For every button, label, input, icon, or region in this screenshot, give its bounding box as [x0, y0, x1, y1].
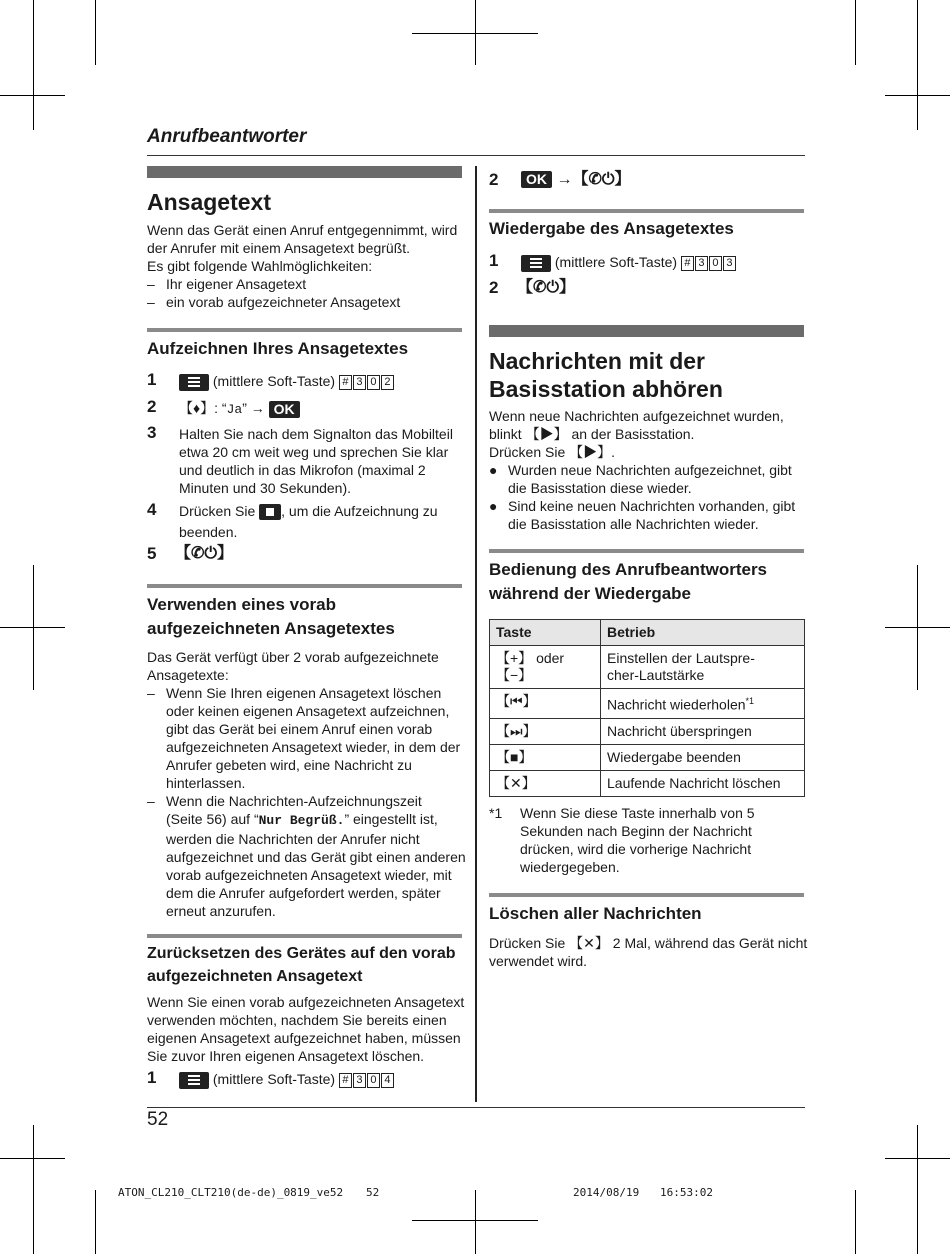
step-5: 【✆⏻】 — [175, 545, 234, 562]
table-cell: Wiedergabe beenden — [601, 744, 805, 770]
text-span: ” eingestellt ist, — [344, 811, 438, 827]
step-number: 2 — [489, 278, 499, 297]
text-line: wiedergegeben. — [520, 859, 620, 875]
text-line: gibt das Gerät bei einem Anruf einen vorab — [166, 721, 433, 737]
vorab-body — [147, 648, 467, 920]
table-cell: Nachricht überspringen — [601, 718, 805, 744]
crop-mark — [475, 0, 476, 65]
title-line: Verwenden eines vorab — [147, 595, 336, 614]
title-line: aufgezeichneten Ansagetextes — [147, 619, 395, 638]
text-span: (Seite 56) auf “ — [166, 811, 259, 827]
subsection-bar — [147, 584, 462, 588]
text-line: der Anrufer mit einem Ansagetext begrüßt. — [147, 240, 411, 256]
text-line: Es gibt folgende Wahlmöglichkeiten: — [147, 258, 373, 274]
text-line: vorab aufgezeichneten Ansagetext wieder, mit — [166, 867, 452, 883]
basis-body — [489, 407, 795, 533]
subsection-bar — [489, 549, 804, 553]
vorab-title — [147, 593, 395, 641]
print-time: 16:53:02 — [660, 1186, 713, 1199]
text-line: verwenden möchten, nachdem Sie bereits einen — [147, 1012, 447, 1028]
step-text: Drücken Sie — [179, 503, 256, 519]
text-line: cher-Lautstärke — [607, 667, 705, 683]
footnote-mark: *1 — [489, 805, 503, 821]
step-number: 3 — [147, 423, 157, 442]
step-text: 【♦】: “ — [179, 400, 227, 416]
step-number: 1 — [489, 251, 499, 270]
table-cell: 【⏭】 — [490, 718, 601, 744]
crop-mark — [95, 0, 96, 65]
key-digit: 4 — [381, 1073, 394, 1088]
title-line: Basisstation abhören — [489, 376, 723, 402]
key-digit: 3 — [695, 256, 708, 271]
dash-marker: – — [147, 685, 155, 701]
dash-marker: – — [147, 793, 155, 809]
text-span: Nachricht wiederholen — [607, 696, 746, 713]
list-item-text: Ihr eigener Ansagetext — [166, 276, 307, 292]
top-step-2 — [521, 171, 631, 189]
text-line: drücken, wird die vorherige Nachricht — [520, 841, 752, 857]
list-item — [147, 684, 467, 792]
text-line: Sie zuvor Ihren eigenen Ansagetext löschen. — [147, 1048, 425, 1064]
page-number: 52 — [147, 1109, 169, 1130]
text-line: Drücken Sie 【▶】. — [489, 444, 616, 460]
list-item-text: ein vorab aufgezeichneter Ansagetext — [166, 294, 401, 310]
section-bar — [147, 166, 462, 178]
wiedergabe-title: Wiedergabe des Ansagetextes — [489, 219, 734, 238]
table-row — [490, 646, 805, 689]
loeschen-body — [489, 934, 807, 970]
text-line: aufgezeichneten Ansagetext wieder, in dem der — [166, 739, 461, 755]
text-line: beenden. — [179, 524, 238, 541]
table-cell — [601, 646, 805, 689]
footnote — [489, 804, 755, 876]
wiedergabe-step-2: 【✆⏻】 — [517, 279, 576, 296]
option-value: Ja — [226, 402, 243, 417]
stop-key-icon — [259, 504, 281, 520]
text-line: hinterlassen. — [166, 775, 246, 791]
wiedergabe-step-1 — [521, 253, 737, 272]
key-hash: # — [339, 375, 352, 390]
key-digit: 2 — [381, 375, 394, 390]
text-line: die Basisstation diese wieder. — [508, 480, 692, 496]
crop-mark — [917, 0, 918, 130]
subsection-bar — [147, 934, 462, 938]
table-row — [490, 718, 805, 744]
crop-mark — [95, 1190, 96, 1254]
subsection-bar — [489, 893, 804, 897]
table-row — [490, 770, 805, 796]
crop-mark — [855, 0, 856, 65]
table-cell: Laufende Nachricht löschen — [601, 770, 805, 796]
table-cell — [601, 689, 805, 719]
title-line: aufgezeichneten Ansagetext — [147, 968, 363, 985]
text-line: erneut anzurufen. — [166, 903, 276, 919]
list-item — [147, 293, 457, 311]
ansagetext-intro — [147, 221, 457, 311]
print-page: 52 — [366, 1186, 380, 1199]
text-line: die Basisstation alle Nachrichten wieder. — [508, 516, 759, 532]
step-2 — [179, 399, 300, 419]
table-header-row — [490, 620, 805, 646]
step-text: →【✆⏻】 — [556, 171, 631, 188]
bullet-marker: ● — [489, 462, 498, 478]
reset-title — [147, 942, 456, 988]
title-line: Nachrichten mit der — [489, 348, 705, 374]
text-line: Wenn neue Nachrichten aufgezeichnet wurden, — [489, 408, 784, 424]
step-number: 1 — [147, 1068, 157, 1087]
key-hash: # — [339, 1073, 352, 1088]
crop-mark — [917, 1125, 918, 1254]
column-divider — [475, 166, 477, 1102]
table-row — [490, 744, 805, 770]
table-cell: 【+】 oder 【−】 — [490, 646, 601, 689]
text-line: blinkt 【▶】 an der Basisstation. — [489, 426, 695, 442]
key-hash: # — [681, 256, 694, 271]
text-line: aufgezeichnet und das Gerät gibt einen anderen — [166, 849, 466, 865]
text-line: verwendet wird. — [489, 953, 588, 969]
header-rule — [147, 155, 805, 156]
text-line: und deutlich in das Mikrofon (maximal 2 — [179, 462, 426, 478]
text-line: Halten Sie nach dem Signalton das Mobilteil — [179, 426, 453, 442]
page-rule — [147, 1107, 805, 1108]
subsection-bar — [489, 209, 804, 213]
key-digit: 3 — [353, 375, 366, 390]
key-digit: 0 — [367, 1073, 380, 1088]
text-line: Das Gerät verfügt über 2 vorab aufgezeichnete — [147, 649, 439, 665]
step-4 — [179, 502, 438, 541]
table-header: Betrieb — [601, 620, 805, 646]
aufzeichnen-title: Aufzeichnen Ihres Ansagetextes — [147, 339, 409, 358]
title-line: Bedienung des Anrufbeantworters — [489, 560, 768, 579]
list-item — [147, 275, 457, 293]
dash-marker: – — [147, 276, 155, 292]
ansagetext-title: Ansagetext — [147, 189, 271, 215]
reset-step-1 — [179, 1070, 395, 1089]
text-line: Anrufer gebeten wird, eine Nachricht zu — [166, 757, 412, 773]
step-number: 1 — [147, 370, 157, 389]
text-line: Sind keine neuen Nachrichten vorhanden, gibt — [508, 498, 796, 514]
text-line: Ansagetexte: — [147, 667, 229, 683]
text-line: Wenn das Gerät einen Anruf entgegennimmt, wird — [147, 222, 458, 238]
loeschen-title: Löschen aller Nachrichten — [489, 904, 702, 923]
key-digit: 3 — [353, 1073, 366, 1088]
print-date: 2014/08/19 — [573, 1186, 640, 1199]
section-bar — [489, 325, 804, 337]
menu-icon — [521, 255, 551, 272]
text-line: werden die Nachrichten der Anrufer nicht — [166, 831, 420, 847]
title-line: Zurücksetzen des Gerätes auf den vorab — [147, 945, 456, 962]
step-number: 2 — [147, 397, 157, 416]
bullet-item — [489, 497, 795, 533]
step-text: (mittlere Soft-Taste) — [212, 1071, 336, 1087]
basis-title — [489, 347, 723, 403]
option-value: Nur Begrüß. — [258, 813, 345, 828]
subsection-bar — [147, 328, 462, 332]
text-line: Minuten und 30 Sekunden). — [179, 480, 352, 496]
crop-mark — [917, 565, 918, 690]
text-line: etwa 20 cm weit weg und sprechen Sie klar — [179, 444, 449, 460]
text-line: Wurden neue Nachrichten aufgezeichnet, gibt — [508, 462, 792, 478]
table-row — [490, 689, 805, 719]
crop-mark — [33, 565, 34, 690]
text-line: Wenn Sie Ihren eigenen Ansagetext löschen — [166, 685, 442, 701]
text-line: Einstellen der Lautspre- — [607, 650, 755, 666]
ok-key: OK — [521, 171, 552, 188]
step-3 — [179, 425, 453, 497]
step-text: ” → — [242, 400, 265, 416]
key-digit: 0 — [367, 375, 380, 390]
step-text: (mittlere Soft-Taste) — [554, 254, 678, 270]
controls-table — [489, 619, 805, 797]
bedienung-title — [489, 558, 767, 606]
text-line: Sekunden nach Beginn der Nachricht — [520, 823, 752, 839]
step-number: 5 — [147, 544, 157, 563]
text-line: Wenn Sie einen vorab aufgezeichneten Ansagetext — [147, 994, 465, 1010]
step-number: 4 — [147, 500, 157, 519]
crop-mark — [33, 0, 34, 130]
text-line: oder keinen eigenen Ansagetext aufzeichnen, — [166, 703, 450, 719]
table-cell: 【⏮】 — [490, 689, 601, 719]
key-digit: 0 — [709, 256, 722, 271]
footnote-ref: *1 — [745, 696, 755, 706]
reset-body — [147, 993, 464, 1065]
crop-mark — [33, 1125, 34, 1254]
table-header: Taste — [490, 620, 601, 646]
dash-marker: – — [147, 294, 155, 310]
step-text: , um die Aufzeichnung zu — [281, 503, 438, 519]
bullet-item — [489, 461, 795, 497]
step-1 — [179, 372, 395, 391]
menu-icon — [179, 1072, 209, 1089]
section-header: Anrufbeantworter — [147, 126, 307, 147]
step-text: (mittlere Soft-Taste) — [212, 373, 336, 389]
crop-mark — [475, 1190, 476, 1254]
text-line: Wenn Sie diese Taste innerhalb von 5 — [520, 805, 755, 821]
print-file: ATON_CL210_CLT210(de-de)_0819_ve52 — [118, 1186, 344, 1199]
table-cell: 【✕】 — [490, 770, 601, 796]
key-digit: 3 — [723, 256, 736, 271]
list-item — [147, 792, 467, 920]
title-line: während der Wiedergabe — [489, 584, 692, 603]
step-number: 2 — [489, 170, 499, 189]
text-line: Wenn die Nachrichten-Aufzeichnungszeit — [166, 793, 422, 809]
table-cell: 【■】 — [490, 744, 601, 770]
bullet-marker: ● — [489, 498, 498, 514]
text-line: eigenen Ansagetext aufgezeichnet haben, müssen — [147, 1030, 461, 1046]
text-line: dem die Anrufer aufgefordert werden, später — [166, 885, 441, 901]
text-line: Drücken Sie 【✕】 2 Mal, während das Gerät nicht — [489, 935, 808, 951]
crop-mark — [855, 1190, 856, 1254]
menu-icon — [179, 374, 209, 391]
ok-key: OK — [269, 401, 300, 418]
text-line — [166, 810, 467, 830]
